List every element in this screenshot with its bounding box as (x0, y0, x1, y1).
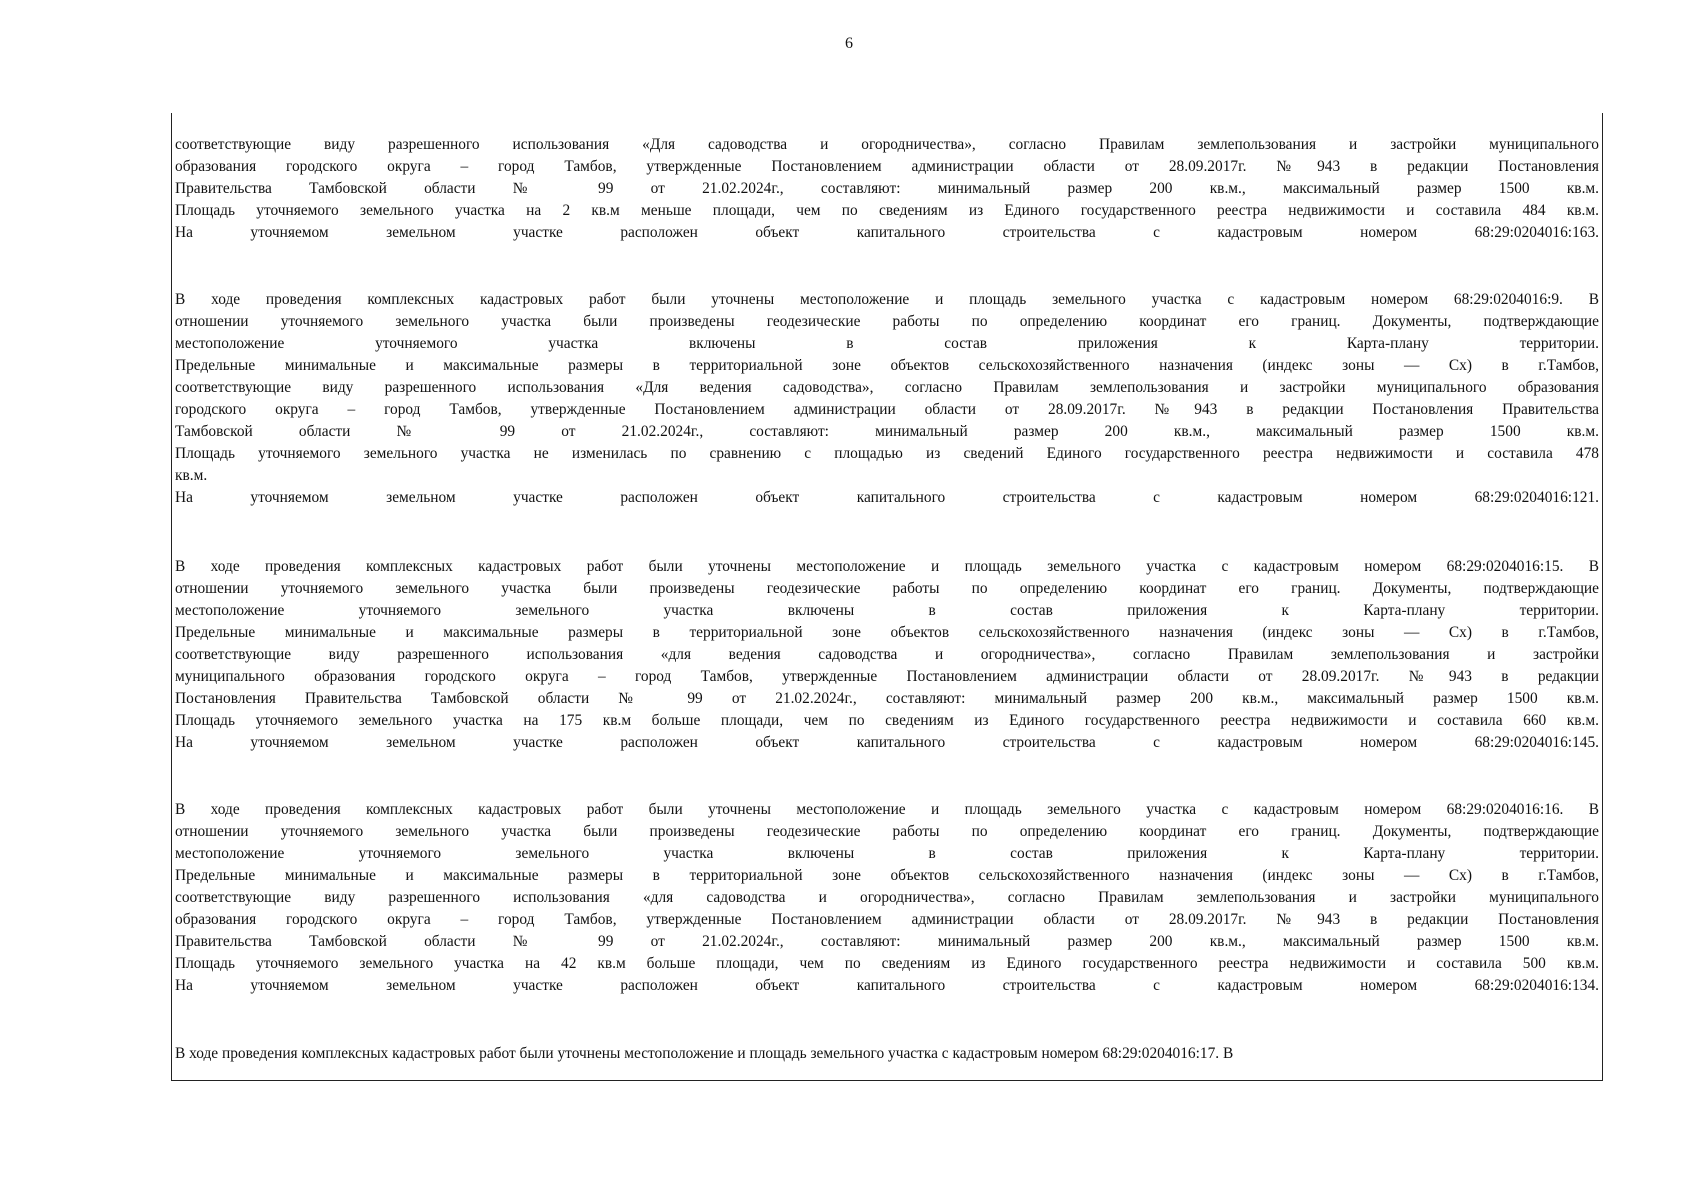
text-line: соответствующие виду разрешенного использования «для садоводства и огородничества», согласно Правилам землепользования и застройки муниципального (175, 889, 1599, 906)
text-line: В ходе проведения комплексных кадастровых работ были уточнены местоположение и площадь земельного участка с кадастровым номером 68:29:0204016:16. В (175, 801, 1599, 818)
text-line: На уточняемом земельном участке расположен объект капитального строительства с кадастровым номером 68:29:0204016:163. (175, 224, 1599, 241)
text-line: Постановления Правительства Тамбовской области № 99 от 21.02.2024г., составляют: минимальный размер 200 кв.м., максимальный размер 1500 кв.м. (175, 690, 1599, 707)
text-line: В ходе проведения комплексных кадастровых работ были уточнены местоположение и площадь земельного участка с кадастровым номером 68:29:0204016:15. В (175, 558, 1599, 575)
text-line: Площадь уточняемого земельного участка на 42 кв.м больше площади, чем по сведениям из Единого государственного реестра недвижимости и составила 500 кв.м. (175, 955, 1599, 972)
document-frame (171, 113, 1603, 1081)
text-line: соответствующие виду разрешенного использования «для ведения садоводства и огородничества», согласно Правилам землепользования и застройки (175, 646, 1599, 663)
text-line: муниципального образования городского округа – город Тамбов, утвержденные Постановлением администрации области от 28.09.2017г. №943 в редакции (175, 668, 1599, 685)
text-line: На уточняемом земельном участке расположен объект капитального строительства с кадастровым номером 68:29:0204016:134. (175, 977, 1599, 994)
text-line: отношении уточняемого земельного участка были произведены геодезические работы по определению координат его границ. Документы, подтверждающие (175, 823, 1599, 840)
text-line: образования городского округа – город Тамбов, утвержденные Постановлением администрации области от 28.09.2017г. №943 в редакции Постановления (175, 911, 1599, 928)
text-line: В ходе проведения комплексных кадастровых работ были уточнены местоположение и площадь земельного участка с кадастровым номером 68:29:0204016:9. В (175, 291, 1599, 308)
text-line: местоположение уточняемого земельного участка включены в состав приложения к Карта-плану территории. (175, 845, 1599, 862)
text-line: Правительства Тамбовской области № 99 от 21.02.2024г., составляют: минимальный размер 200 кв.м., максимальный размер 1500 кв.м. (175, 933, 1599, 950)
text-line: На уточняемом земельном участке расположен объект капитального строительства с кадастровым номером 68:29:0204016:121. (175, 489, 1599, 506)
text-line: отношении уточняемого земельного участка были произведены геодезические работы по определению координат его границ. Документы, подтверждающие (175, 313, 1599, 330)
text-line: местоположение уточняемого участка включены в состав приложения к Карта-плану территории. (175, 335, 1599, 352)
text-line: кв.м. (175, 467, 208, 484)
text-line: соответствующие виду разрешенного использования «Для ведения садоводства», согласно Правилам землепользования и застройки муниципального образования (175, 379, 1599, 396)
text-line: городского округа – город Тамбов, утвержденные Постановлением администрации области от 28.09.2017г. №943 в редакции Постановления Правительства (175, 401, 1599, 418)
text-line: Предельные минимальные и максимальные размеры в территориальной зоне объектов сельскохозяйственного назначения (индекс зоны — Сх) в г.Тамбов, (175, 624, 1599, 641)
text-line: На уточняемом земельном участке расположен объект капитального строительства с кадастровым номером 68:29:0204016:145. (175, 734, 1599, 751)
text-line: местоположение уточняемого земельного участка включены в состав приложения к Карта-плану территории. (175, 602, 1599, 619)
text-line: Площадь уточняемого земельного участка не изменилась по сравнению с площадью из сведений Единого государственного реестра недвижимости и составила 478 (175, 445, 1599, 462)
text-line: Предельные минимальные и максимальные размеры в территориальной зоне объектов сельскохозяйственного назначения (индекс зоны — Сх) в г.Тамбов, (175, 357, 1599, 374)
text-line: В ходе проведения комплексных кадастровых работ были уточнены местоположение и площадь земельного участка с кадастровым номером 68:29:0204016:17. В (175, 1045, 1234, 1062)
text-line: Площадь уточняемого земельного участка на 2 кв.м меньше площади, чем по сведениям из Единого государственного реестра недвижимости и составила 484 кв.м. (175, 202, 1599, 219)
text-line: образования городского округа – город Тамбов, утвержденные Постановлением администрации области от 28.09.2017г. №943 в редакции Постановления (175, 158, 1599, 175)
text-line: соответствующие виду разрешенного использования «Для садоводства и огородничества», согласно Правилам землепользования и застройки муниципального (175, 136, 1599, 153)
text-line: Предельные минимальные и максимальные размеры в территориальной зоне объектов сельскохозяйственного назначения (индекс зоны — Сх) в г.Тамбов, (175, 867, 1599, 884)
text-line: отношении уточняемого земельного участка были произведены геодезические работы по определению координат его границ. Документы, подтверждающие (175, 580, 1599, 597)
page-number: 6 (845, 35, 853, 52)
text-line: Тамбовской области № 99 от 21.02.2024г., составляют: минимальный размер 200 кв.м., максимальный размер 1500 кв.м. (175, 423, 1599, 440)
text-line: Площадь уточняемого земельного участка на 175 кв.м больше площади, чем по сведениям из Единого государственного реестра недвижимости и составила 660 кв.м. (175, 712, 1599, 729)
text-line: Правительства Тамбовской области № 99 от 21.02.2024г., составляют: минимальный размер 200 кв.м., максимальный размер 1500 кв.м. (175, 180, 1599, 197)
